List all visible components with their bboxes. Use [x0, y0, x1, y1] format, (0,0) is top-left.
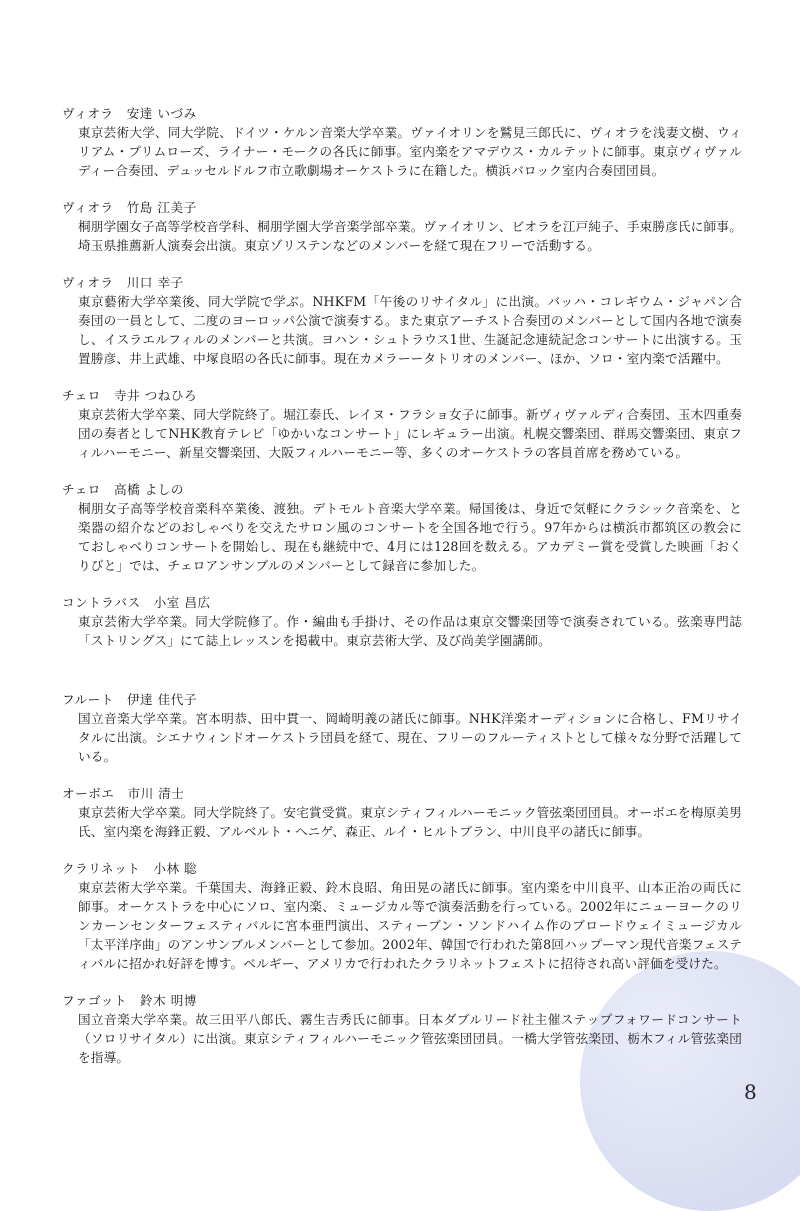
bio-heading: ヴィオラ 安達 いづみ: [62, 106, 197, 121]
bio-heading: ファゴット 鈴木 明博: [62, 993, 197, 1008]
bio-entry: [62, 198, 742, 255]
bio-heading: コントラバス 小室 昌広: [62, 595, 211, 610]
page-number: 8: [744, 1080, 757, 1104]
bio-text: 東京芸術大学卒業。同大学院終了。安宅賞受賞。東京シティフィルハーモニック管弦楽団団員。オーボエを梅原美男氏、室内楽を海鋒正毅、アルベルト・ヘニゲ、森正、ルイ・ヒルトブラン、中川良平の諸氏に師事。: [78, 805, 742, 839]
bio-text: 国立音楽大学卒業。故三田平八郎氏、霧生吉秀氏に師事。日本ダブルリード社主催ステップフォワードコンサート（ソロリサイタル）に出演。東京シティフィルハーモニック管弦楽団団員。一橋大学管弦楽団、栃木フィル管弦楽団を指導。: [78, 1012, 742, 1065]
bio-entry: [62, 386, 742, 462]
bio-entry: [62, 784, 742, 841]
bio-heading: チェロ 高橋 よしの: [62, 482, 184, 497]
bio-heading: ヴィオラ 川口 幸子: [62, 275, 184, 290]
bio-text: 東京芸術大学、同大学院、ドイツ・ケルン音楽大学卒業。ヴァイオリンを鷲見三郎氏に、ヴィオラを浅妻文樹、ウィリアム・プリムローズ、ライナー・モークの各氏に師事。室内楽をアマデウス・カルテットに師事。東京ヴィヴァルディー合奏団、デュッセルドルフ市立歌劇場オーケストラに在籍した。横浜バロック室内合奏団団員。: [78, 125, 742, 178]
bio-heading: ヴィオラ 竹島 江美子: [62, 200, 197, 215]
bio-text: 東京芸術大学卒業。千葉国夫、海鋒正毅、鈴木良昭、角田晃の諸氏に師事。室内楽を中川良平、山本正治の両氏に師事。オーケストラを中心にソロ、室内楽、ミュージカル等で演奏活動を行っている。2002年にニューヨークのリンカーンセンターフェスティバルに宮本亜門演出、スティーブン・ソンドハイム作のブロードウェイミュージカル「太平洋序曲」のアンサンブルメンバーとして参加。2002年、韓国で行われた第8回ハップーマン現代音楽フェスティバルに招かれ好評を博す。ベルギー、アメリカで行われたクラリネットフェストに招待され高い評価を受けた。: [78, 880, 742, 971]
bio-list: [62, 104, 742, 1067]
bio-heading: クラリネット 小林 聡: [62, 861, 198, 876]
bio-text: 東京藝術大学卒業後、同大学院で学ぶ。NHKFM「午後のリサイタル」に出演。バッハ・コレギウム・ジャパン合奏団の一員として、二度のヨーロッパ公演で演奏する。また東京アーチスト合奏団のメンバーとして国内各地で演奏し、イスラエルフィルのメンバーと共演。ヨハン・シュトラウス1世、生誕記念連続記念コンサートに出演する。玉置勝彦、井上武雄、中塚良昭の各氏に師事。現在カメラーータトリオのメンバー、ほか、ソロ・室内楽で活躍中。: [78, 294, 742, 366]
bio-entry: [62, 104, 742, 180]
bio-entry: [62, 859, 742, 973]
bio-entry: [62, 991, 742, 1067]
bio-entry: [62, 593, 742, 650]
bio-entry: [62, 690, 742, 766]
bio-heading: オーボエ 市川 清士: [62, 786, 185, 801]
bio-text: 桐朋女子高等学校音楽科卒業後、渡独。デトモルト音楽大学卒業。帰国後は、身近で気軽にクラシック音楽を、と楽器の紹介などのおしゃべりを交えたサロン風のコンサートを全国各地で行う。97年からは横浜市都筑区の教会にておしゃべりコンサートを開始し、現在も継続中で、4月には128回を数える。アカデミー賞を受賞した映画「おくりびと」では、チェロアンサンブルのメンバーとして録音に参加した。: [78, 501, 742, 573]
bio-text: 東京芸術大学卒業、同大学院終了。堀江泰氏、レイヌ・フラショ女子に師事。新ヴィヴァルディ合奏団、玉木四重奏団の奏者としてNHK教育テレビ「ゆかいなコンサート」にレギュラー出演。札幌交響楽団、群馬交響楽団、東京フィルハーモニー、新星交響楽団、大阪フィルハーモニー等、多くのオーケストラの客員首席を務めている。: [78, 407, 742, 460]
bio-text: 桐朋学園女子高等学校音学科、桐朋学園大学音楽学部卒業。ヴァイオリン、ビオラを江戸純子、手束勝彦氏に師事。埼玉県推薦新人演奏会出演。東京ゾリステンなどのメンバーを経て現在フリーで活動する。: [78, 219, 742, 253]
bio-text: 東京芸術大学卒業。同大学院修了。作・編曲も手掛け、その作品は東京交響楽団等で演奏されている。弦楽専門誌「ストリングス」にて誌上レッスンを掲載中。東京芸術大学、及び尚美学園講師。: [78, 614, 742, 648]
bio-heading: チェロ 寺井 つねひろ: [62, 388, 198, 403]
bio-heading: フルート 伊達 佳代子: [62, 692, 197, 707]
bio-entry: [62, 273, 742, 368]
bio-entry: [62, 480, 742, 575]
bio-text: 国立音楽大学卒業。宮本明恭、田中貫一、岡崎明義の諸氏に師事。NHK洋楽オーディションに合格し、FMリサイタルに出演。シエナウィンドオーケストラ団員を経て、現在、フリーのフルーティストとして様々な分野で活躍している。: [78, 711, 742, 764]
